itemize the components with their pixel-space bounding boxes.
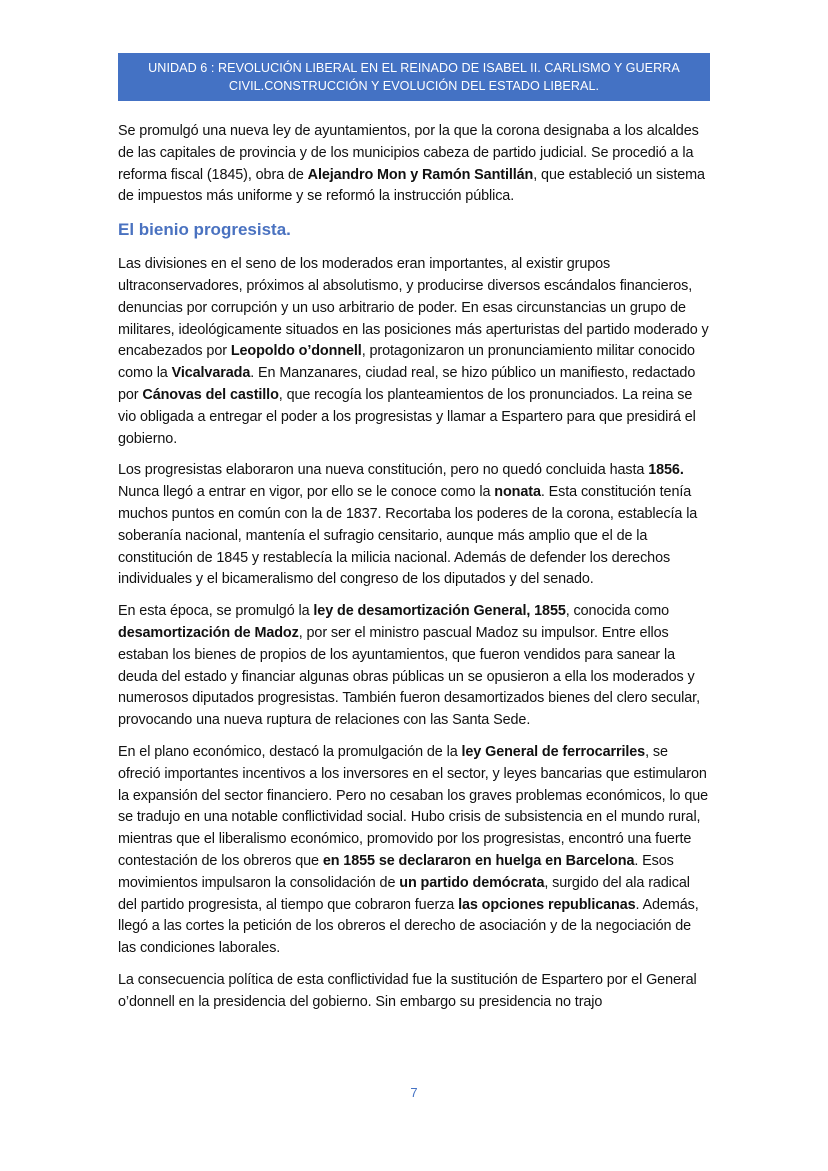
bold-huelga: en 1855 se declararon en huelga en Barcelona bbox=[322, 852, 635, 869]
bold-odonnell: Leopoldo o’donnell bbox=[230, 343, 362, 360]
chapter-header-banner bbox=[118, 53, 710, 101]
bold-madoz: desamortización de Madoz bbox=[118, 624, 299, 641]
bold-ferrocarriles: ley General de ferrocarriles bbox=[461, 743, 646, 760]
paragraph-vicalvarada: Las divisiones en el seno de los moderados eran importantes, al existir grupos ultraconservadores, próximos al absolutismo, y producirse diversos escándalos financieros, denuncias por corrupción y un uso arbitrario de poder. En esas circunstancias un grupo de militares, ideológicamente situados en las posiciones más aperturistas del partido moderado y encabezados por Leopoldo o’donnell, protagonizaron un pronunciamiento militar conocido como la Vicalvarada. En Manzanares, ciudad real, se hizo público un manifiesto, redactado por Cánovas del castillo, que recogía los planteamientos de los pronunciados. La reina se vio obligada a entregar el poder a los progresistas y llamar a Espartero para que presidirá el gobierno. bbox=[118, 256, 709, 447]
header-line-2: CIVIL.CONSTRUCCIÓN Y EVOLUCIÓN DEL ESTADO LIBERAL. bbox=[228, 79, 600, 93]
paragraph-economia: En el plano económico, destacó la promulgación de la ley General de ferrocarriles, se ofreció importantes incentivos a los inversores en el sector, y leyes bancarias que estimularon la expansión del sector financiero. Pero no cesaban los graves problemas económicos, lo que se tradujo en una notable conflictividad social. Hubo crisis de subsistencia en el mundo rural, mientras que el liberalismo económico, promovido por los progresistas, encontró una fuerte contestación de los obreros que en 1855 se declararon en huelga en Barcelona. Esos movimientos impulsaron la consolidación de un partido demócrata, surgido del ala radical del partido progresista, al tiempo que cobraron fuerza las opciones republicanas. Además, llegó a las cortes la petición de los obreros el derecho de asociación y de la negociación de las condiciones laborales. bbox=[118, 743, 709, 957]
bold-canovas: Cánovas del castillo bbox=[142, 386, 279, 403]
section-heading: El bienio progresista. bbox=[118, 220, 291, 240]
page-number: 7 bbox=[410, 1085, 418, 1100]
bold-partido-democrata: un partido demócrata bbox=[399, 874, 545, 891]
paragraph-constitution: Los progresistas elaboraron una nueva constitución, pero no quedó concluida hasta 1856. Nunca llegó a entrar en vigor, por ello se le conoce como la nonata. Esta constitución tenía muchos puntos en común con la de 1837. Recortaba los poderes de la corona, establecía la soberanía nacional, mantenía el sufragio censitario, aunque más amplio que el de la constitución de 1845 y restablecía la milicia nacional. Además de defender los derechos individuales y el bicameralismo del congreso de los diputados y del senado. bbox=[118, 462, 698, 588]
bold-vicalvarada: Vicalvarada bbox=[171, 365, 251, 382]
bold-1856: 1856. bbox=[648, 462, 684, 479]
bold-nonata: nonata bbox=[494, 484, 541, 501]
paragraph-desamortizacion: En esta época, se promulgó la ley de desamortización General, 1855, conocida como desamortización de Madoz, por ser el ministro pascual Madoz su impulsor. Entre ellos estaban los bienes de propios de los ayuntamientos, que fueron vendidos para sanear la deuda del estado y financiar algunas obras públicas un se opusieron a ella los moderados y numerosos diputados progresistas. También fueron desamortizados bienes del clero secular, provocando una nueva ruptura de relaciones con las Santa Sede. bbox=[118, 603, 700, 729]
page-body bbox=[118, 121, 710, 1023]
bold-mon-santillan: Alejandro Mon y Ramón Santillán bbox=[307, 166, 534, 183]
bold-republicanas: las opciones republicanas bbox=[458, 896, 636, 913]
paragraph-fiscal-reform: Se promulgó una nueva ley de ayuntamientos, por la que la corona designaba a los alcaldes de las capitales de provincia y de los municipios cabeza de partido judicial. Se procedió a la reforma fiscal (1845), obra de Alejandro Mon y Ramón Santillán, que estableció un sistema de impuestos más uniforme y se reformó la instrucción pública. bbox=[118, 123, 705, 205]
bold-ley-desamortizacion: ley de desamortización General, 1855 bbox=[313, 603, 566, 620]
header-line-1: UNIDAD 6 : REVOLUCIÓN LIBERAL EN EL REINADO DE ISABEL II. CARLISMO Y GUERRA bbox=[148, 61, 680, 75]
paragraph-consecuencia: La consecuencia política de esta conflictividad fue la sustitución de Espartero por el General o’donnell en la presidencia del gobierno. Sin embargo su presidencia no trajo bbox=[118, 971, 697, 1010]
